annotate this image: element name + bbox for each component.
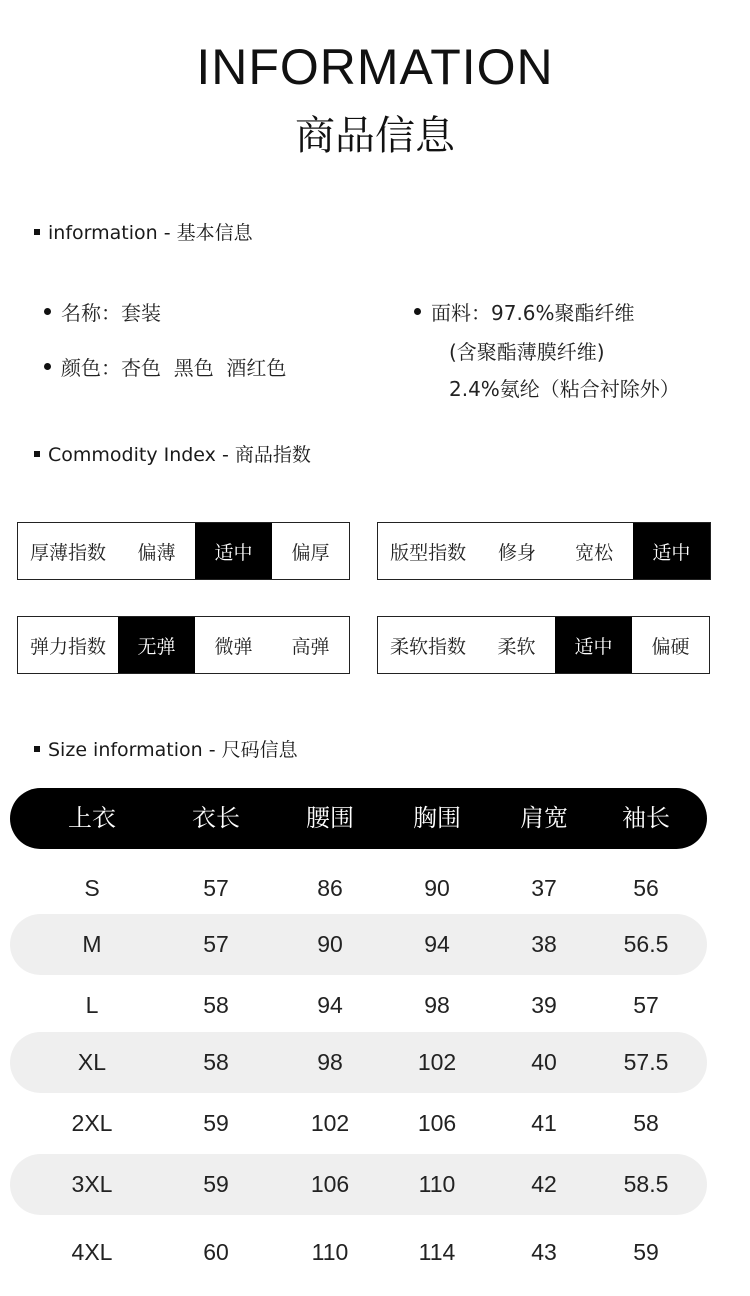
- table-cell: 39: [531, 992, 557, 1018]
- index-option-selected: 适中: [555, 617, 632, 673]
- table-cell: 86: [317, 875, 343, 901]
- index-option-selected: 适中: [633, 523, 710, 579]
- table-cell: 114: [418, 1239, 456, 1265]
- index-option: 柔软: [497, 635, 536, 658]
- table-cell: 98: [424, 992, 450, 1018]
- table-cell: 106: [310, 1171, 350, 1197]
- section-basic-info-label: information - 基本信息: [48, 222, 253, 244]
- table-cell: 59: [203, 1171, 229, 1197]
- section-commodity-index: [34, 440, 311, 467]
- size-table-header: [10, 788, 707, 849]
- table-cell: 60: [203, 1239, 229, 1265]
- table-cell: 2XL: [71, 1110, 113, 1136]
- index-label: 版型指数: [390, 541, 467, 564]
- table-cell: 41: [531, 1110, 557, 1136]
- table-row: [10, 975, 707, 1036]
- table-cell: 3XL: [71, 1171, 113, 1197]
- info-fabric: [414, 297, 635, 326]
- table-cell: 98: [317, 1049, 343, 1075]
- square-bullet-icon: [34, 451, 40, 457]
- table-row: [10, 914, 707, 975]
- table-row: [10, 1032, 707, 1093]
- bullet-dot-icon: [44, 363, 51, 370]
- table-cell: 58: [633, 1110, 659, 1136]
- bullet-dot-icon: [414, 308, 421, 315]
- table-cell: 4XL: [71, 1239, 113, 1265]
- index-option: 高弹: [291, 635, 330, 658]
- table-cell: 56.5: [623, 931, 669, 957]
- table-cell: 102: [310, 1110, 350, 1136]
- section-commodity-index-label: Commodity Index - 商品指数: [48, 444, 311, 466]
- table-cell: L: [85, 992, 99, 1018]
- table-row: [10, 1093, 707, 1154]
- size-header-cell: 胸围: [413, 804, 461, 832]
- square-bullet-icon: [34, 746, 40, 752]
- page-title-cn: 商品信息: [295, 113, 455, 159]
- index-label: 厚薄指数: [30, 541, 107, 564]
- table-cell: 58: [203, 992, 229, 1018]
- table-cell: 57: [203, 931, 229, 957]
- section-basic-info: [34, 218, 253, 245]
- size-header-cell: 衣长: [192, 804, 240, 832]
- index-option-selected: 无弹: [118, 617, 195, 673]
- table-cell: 57.5: [623, 1049, 669, 1075]
- table-cell: 58: [203, 1049, 229, 1075]
- index-option: 宽松: [575, 541, 614, 564]
- table-cell: S: [84, 875, 100, 901]
- table-cell: 106: [417, 1110, 457, 1136]
- table-row: [10, 1222, 707, 1283]
- index-option: 修身: [497, 541, 536, 564]
- table-cell: 90: [317, 931, 343, 957]
- table-cell: 110: [418, 1171, 456, 1197]
- table-row: [10, 858, 707, 919]
- size-header-cell: 肩宽: [520, 804, 568, 832]
- index-option: 偏薄: [137, 541, 176, 564]
- table-cell: 38: [531, 931, 557, 957]
- table-cell: 94: [424, 931, 450, 957]
- table-cell: 90: [424, 875, 450, 901]
- table-cell: 37: [531, 875, 557, 901]
- page-title-en: INFORMATION: [196, 39, 554, 95]
- info-color-text: 颜色：杏色 黑色 酒红色: [61, 356, 287, 380]
- size-header-cell: 腰围: [306, 804, 354, 832]
- bullet-dot-icon: [44, 308, 51, 315]
- size-header-cell: 上衣: [68, 804, 116, 832]
- table-cell: 110: [311, 1239, 349, 1265]
- index-label: 弹力指数: [30, 635, 107, 658]
- table-cell: 58.5: [623, 1171, 669, 1197]
- index-option: 偏硬: [651, 635, 690, 658]
- section-size-info: [34, 735, 298, 762]
- index-box: [377, 616, 710, 674]
- table-cell: 40: [531, 1049, 557, 1075]
- table-cell: 56: [633, 875, 659, 901]
- size-header-cell: 袖长: [622, 804, 670, 832]
- table-cell: 59: [633, 1239, 659, 1265]
- info-name: [44, 297, 161, 326]
- index-option: 微弹: [214, 635, 253, 658]
- table-cell: 59: [203, 1110, 229, 1136]
- info-fabric-text: 面料：97.6%聚酯纤维: [431, 301, 635, 325]
- table-cell: 57: [633, 992, 659, 1018]
- section-size-info-label: Size information - 尺码信息: [48, 739, 298, 761]
- info-fabric-line2: (含聚酯薄膜纤维): [449, 340, 605, 364]
- square-bullet-icon: [34, 229, 40, 235]
- index-option: 偏厚: [291, 541, 330, 564]
- index-box: [17, 616, 350, 674]
- table-cell: 43: [531, 1239, 557, 1265]
- index-box: [377, 522, 711, 580]
- table-cell: M: [82, 931, 102, 957]
- index-option-selected: 适中: [195, 523, 272, 579]
- info-fabric-line3: 2.4%氨纶（粘合衬除外）: [449, 377, 680, 401]
- table-cell: 42: [531, 1171, 557, 1197]
- table-cell: XL: [77, 1049, 107, 1075]
- table-cell: 57: [203, 875, 229, 901]
- table-row: [10, 1154, 707, 1215]
- table-cell: 94: [317, 992, 343, 1018]
- index-label: 柔软指数: [390, 635, 467, 658]
- info-color: [44, 352, 286, 381]
- table-cell: 102: [417, 1049, 457, 1075]
- info-name-text: 名称：套装: [61, 301, 161, 325]
- index-box: [17, 522, 350, 580]
